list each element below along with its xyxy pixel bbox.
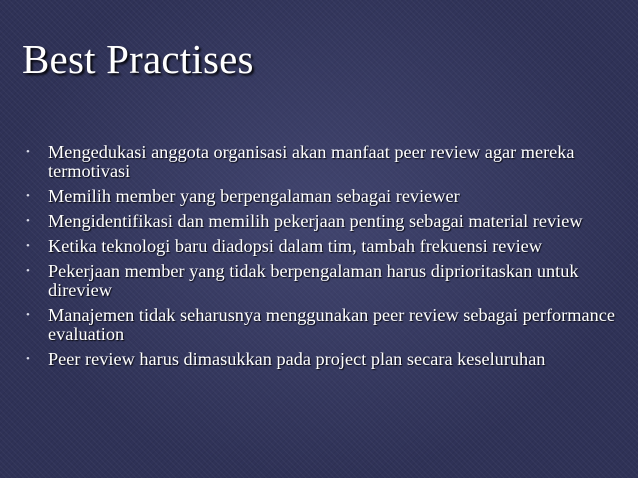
bullet-dot-icon: •: [26, 309, 30, 321]
bullet-text: Memilih member yang berpengalaman sebagai reviewer: [48, 186, 460, 206]
bullet-text: Ketika teknologi baru diadopsi dalam tim, tambah frekuensi review: [48, 236, 542, 256]
bullet-text: Mengedukasi anggota organisasi akan manfaat peer review agar mereka termotivasi: [48, 142, 575, 181]
bullet-dot-icon: •: [26, 265, 30, 277]
bullet-item: [26, 143, 626, 181]
bullet-dot-icon: •: [26, 190, 30, 202]
bullet-dot-icon: •: [26, 146, 30, 158]
bullet-item: [26, 262, 626, 300]
bullet-dot-icon: •: [26, 353, 30, 365]
bullet-list: [26, 143, 626, 375]
bullet-item: [26, 350, 626, 369]
bullet-item: [26, 237, 626, 256]
bullet-text: Pekerjaan member yang tidak berpengalaman harus diprioritaskan untuk direview: [48, 261, 579, 300]
bullet-dot-icon: •: [26, 240, 30, 252]
bullet-dot-icon: •: [26, 215, 30, 227]
bullet-item: [26, 212, 626, 231]
bullet-item: [26, 187, 626, 206]
slide-title: Best Practises: [22, 36, 254, 82]
bullet-text: Peer review harus dimasukkan pada project plan secara keseluruhan: [48, 349, 546, 369]
bullet-text: Mengidentifikasi dan memilih pekerjaan penting sebagai material review: [48, 211, 583, 231]
bullet-text: Manajemen tidak seharusnya menggunakan peer review sebagai performance evaluation: [48, 305, 615, 344]
bullet-item: [26, 306, 626, 344]
